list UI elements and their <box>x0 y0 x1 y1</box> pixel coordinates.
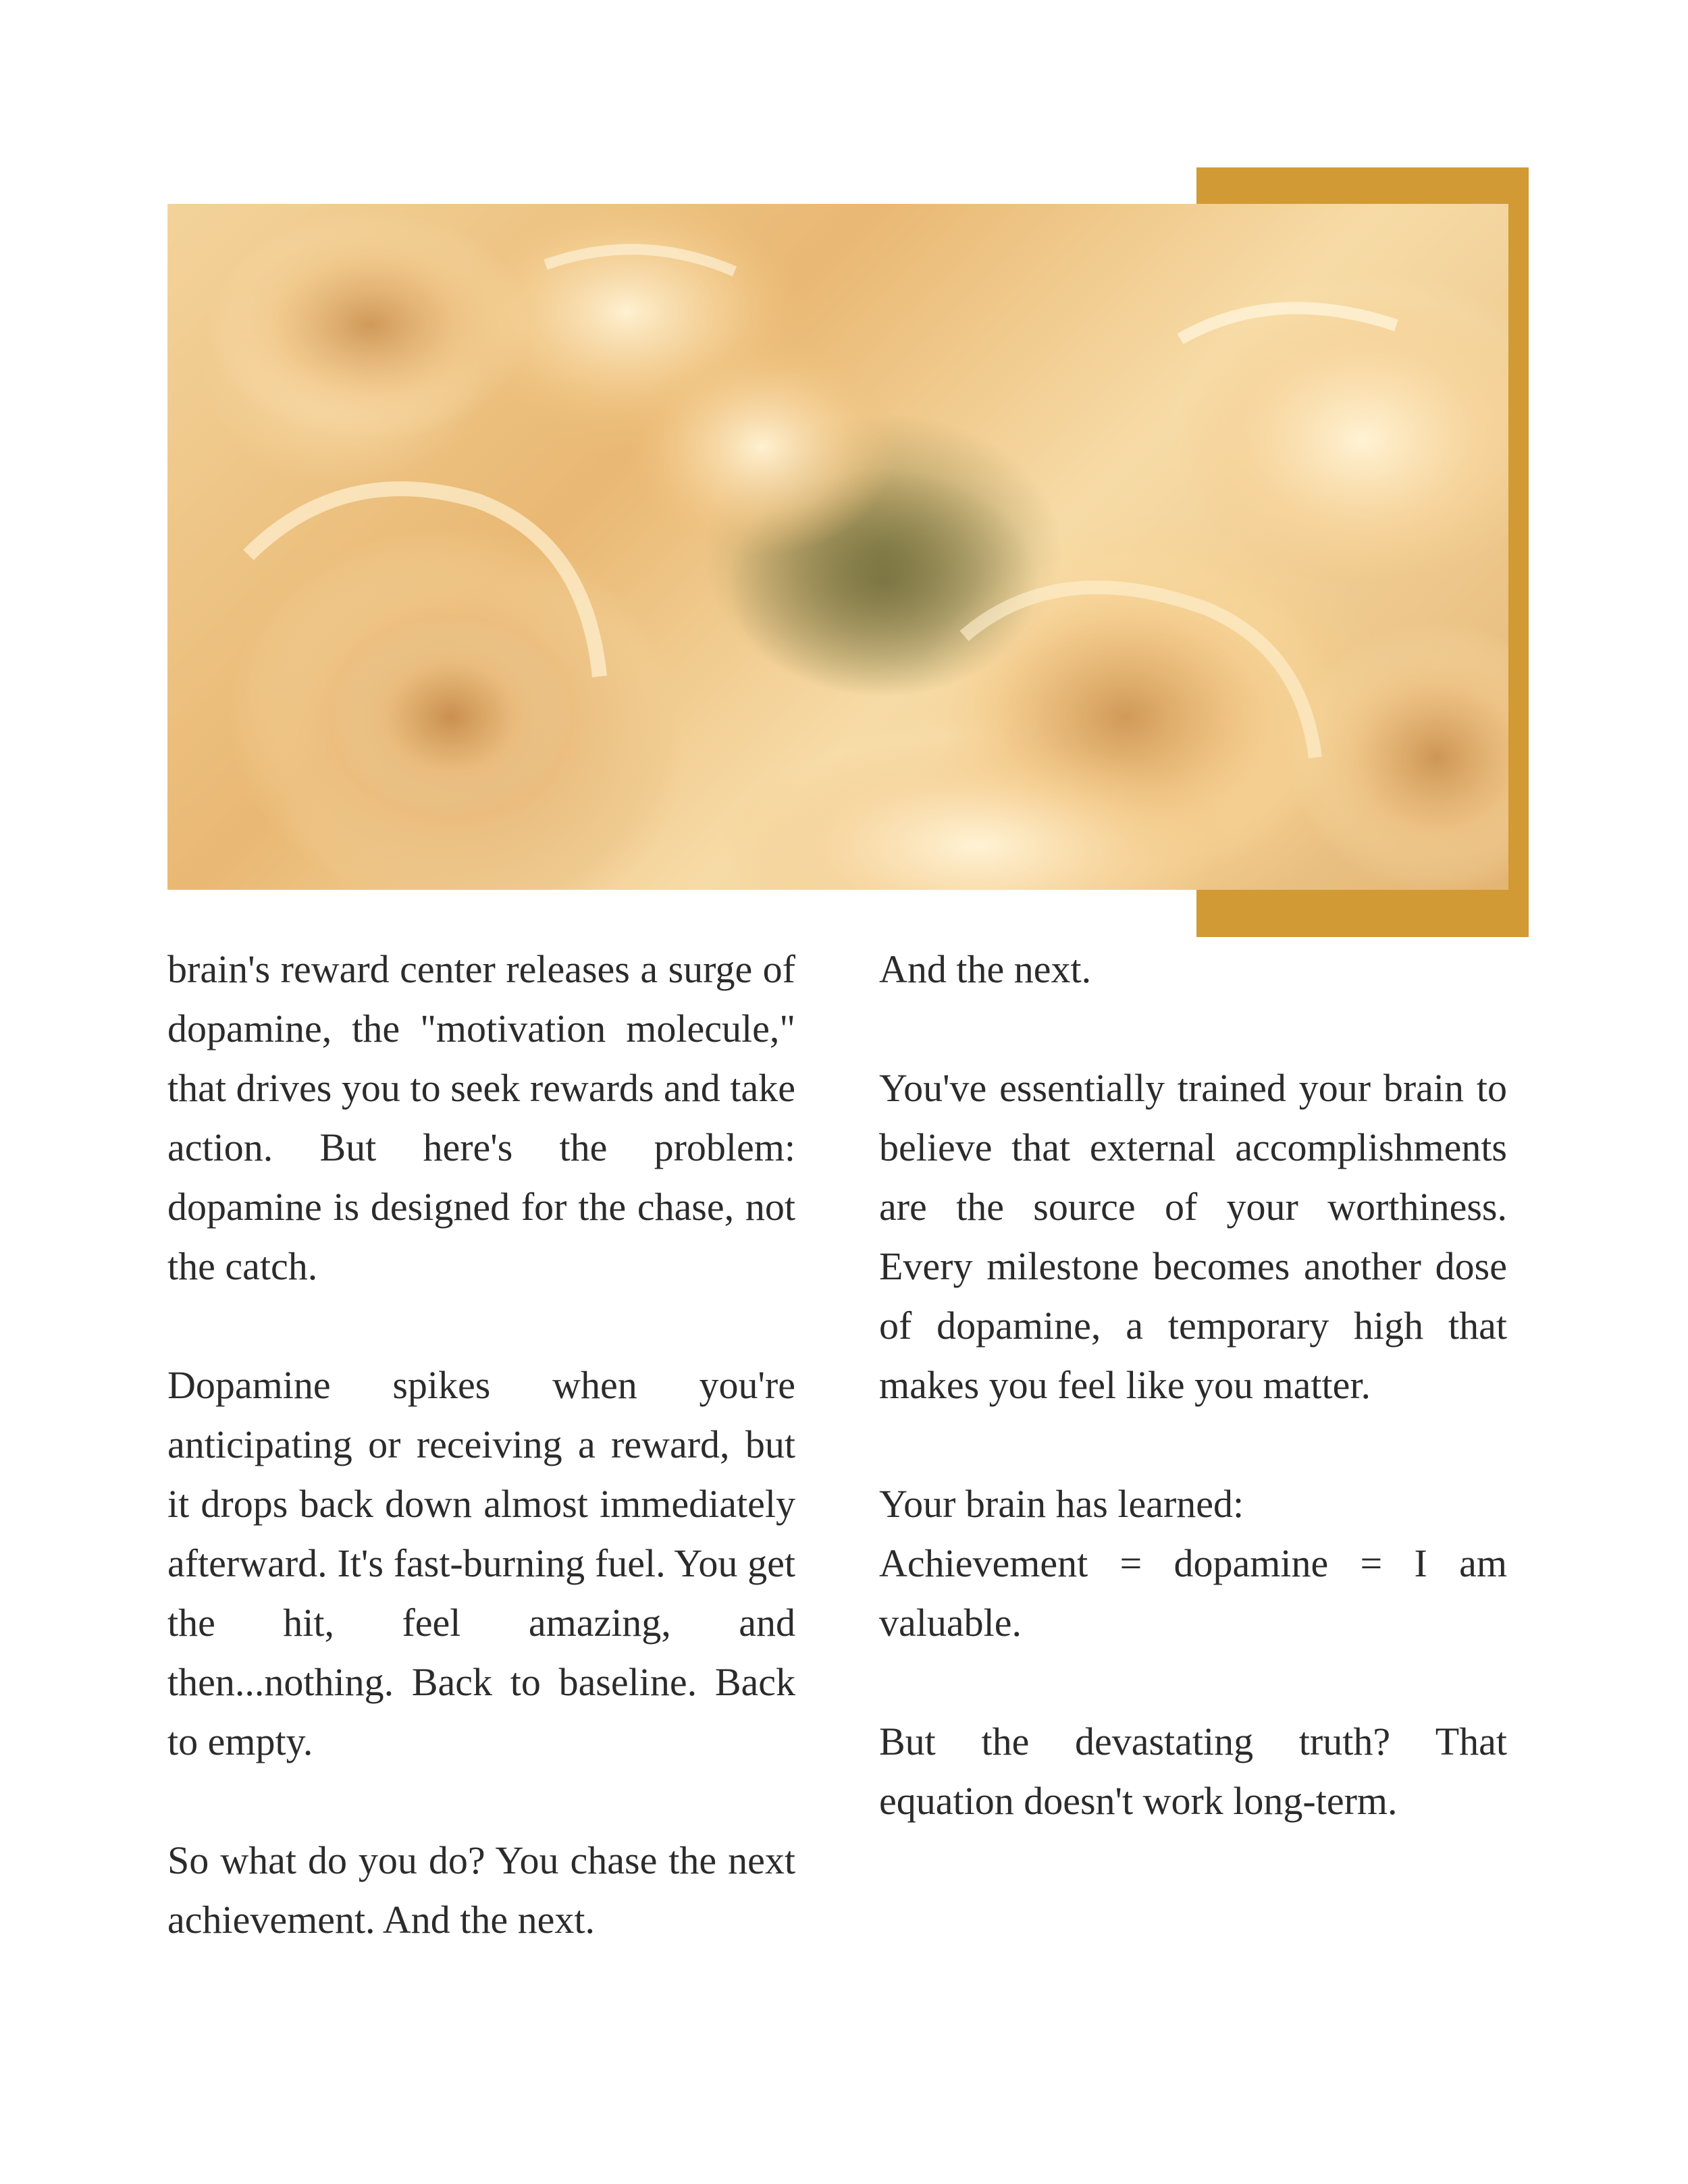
right-paragraph-3-line-1: Your brain has learned: <box>879 1482 1244 1526</box>
right-paragraph-3-line-2: Achievement = dopamine = I am valuable. <box>879 1541 1507 1645</box>
right-text-column <box>879 940 1507 1831</box>
left-paragraph-2: Dopamine spikes when you're anticipating or receiving a reward, but it drops back down almost immediately afterward. It's fast-burning fuel. You get the hit, feel amazing, and then...nothing. Back to baseline. Back to empty. <box>167 1363 795 1763</box>
left-paragraph-3: So what do you do? You chase the next achievement. And the next. <box>167 1838 795 1942</box>
roses-photo <box>167 204 1508 890</box>
right-paragraph-4: But the devastating truth? That equation doesn't work long-term. <box>879 1720 1507 1823</box>
roses-illustration <box>167 204 1508 890</box>
right-paragraph-2: You've essentially trained your brain to believe that external accomplishments are the source of your worthiness. Every milestone becomes another dose of dopamine, a temporary high that makes you feel like you matter. <box>879 1066 1507 1407</box>
right-paragraph-3 <box>879 1474 1507 1653</box>
left-text-column <box>167 940 795 1950</box>
right-paragraph-1: And the next. <box>879 947 1092 991</box>
left-paragraph-1: brain's reward center releases a surge of dopamine, the "motivation molecule," that drives you to seek rewards and take action. But here's the problem: dopamine is designed for the chase, not the catch. <box>167 947 795 1288</box>
